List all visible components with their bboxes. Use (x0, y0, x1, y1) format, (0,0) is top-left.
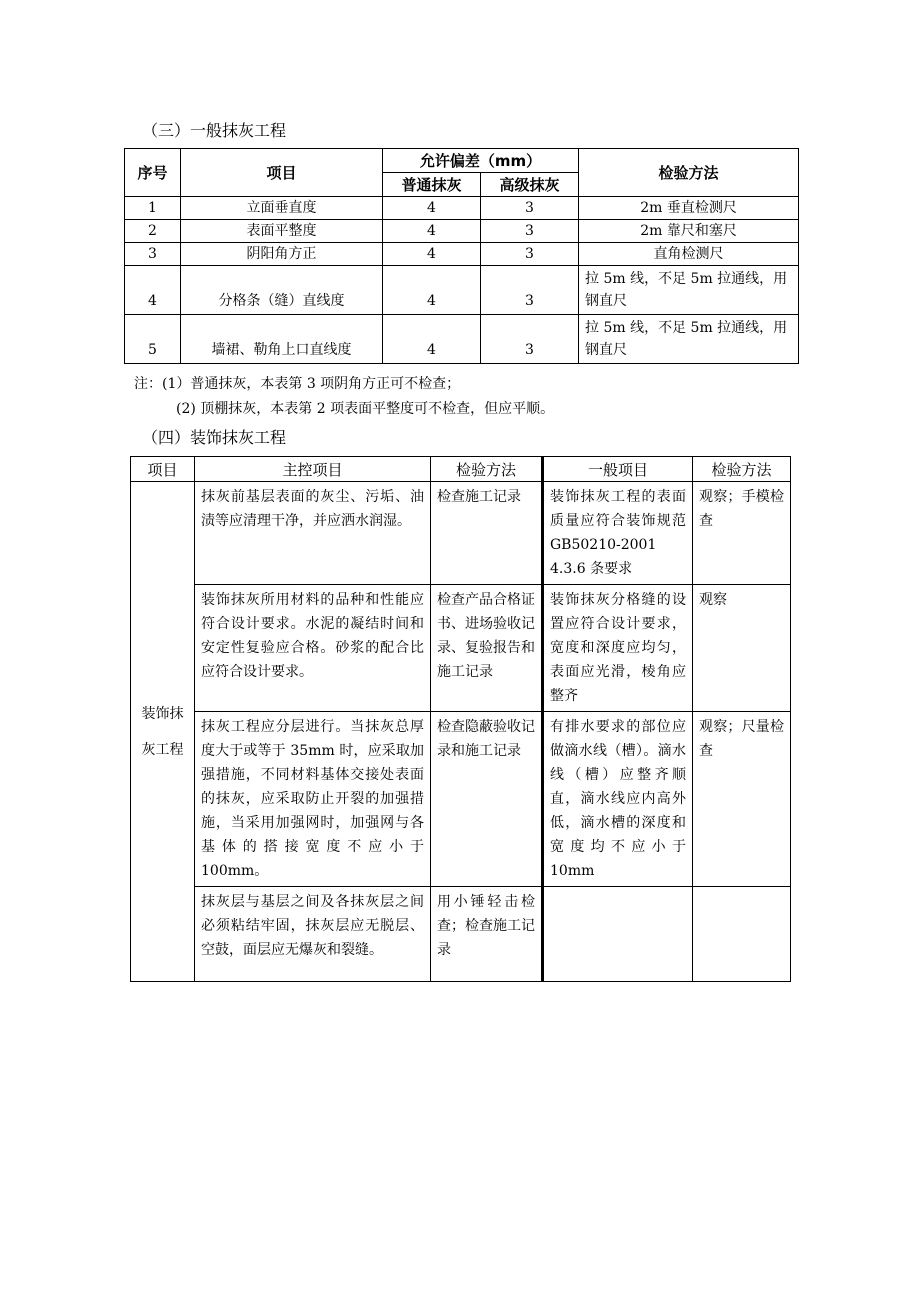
row-method: 拉 5m 线，不足 5m 拉通线，用钢直尺 (579, 266, 799, 315)
header-item: 项目 (131, 457, 195, 482)
row-item: 表面平整度 (181, 220, 383, 243)
header-normal: 普通抹灰 (383, 173, 481, 197)
table-row (131, 887, 791, 982)
row-general: 装饰抹灰分格缝的设置应符合设计要求，宽度和深度应均匀，表面应光滑，棱角应整齐 (543, 585, 693, 712)
row-normal: 4 (383, 315, 481, 364)
row-normal: 4 (383, 266, 481, 315)
row-main: 抹灰工程应分层进行。当抹灰总厚度大于或等于 35mm 时，应采取加强措施，不同材料基体交接处表面的抹灰，应采取防止开裂的加强措施，当采用加强网时，加强网与各基体的搭接宽度不应小于 100mm。 (195, 712, 431, 887)
header-tolerance: 允许偏差（mm） (383, 149, 579, 173)
table-row (125, 266, 799, 315)
row-advanced: 3 (481, 197, 579, 220)
row-no: 4 (125, 266, 181, 315)
header-general: 一般项目 (543, 457, 693, 482)
row-general (543, 887, 693, 982)
item-label-text: 装饰抹灰工程 (141, 705, 184, 758)
table-row (125, 315, 799, 364)
section4-title: （四）装饰抹灰工程 (142, 428, 287, 447)
row-main: 抹灰层与基层之间及各抹灰层之间必须粘结牢固，抹灰层应无脱层、空鼓，面层应无爆灰和裂缝。 (195, 887, 431, 982)
row-method: 2m 垂直检测尺 (579, 197, 799, 220)
row-method2: 观察；尺量检查 (693, 712, 791, 887)
row-no: 3 (125, 243, 181, 266)
row-method1: 检查产品合格证书、进场验收记录、复验报告和施工记录 (431, 585, 543, 712)
table-row (131, 585, 791, 712)
table-row (131, 482, 791, 585)
row-method2: 观察；手模检查 (693, 482, 791, 585)
row-advanced: 3 (481, 220, 579, 243)
row-general: 有排水要求的部位应做滴水线（槽）。滴水线（槽）应整齐顺直，滴水线应内高外低，滴水槽的深度和宽度均不应小于 10mm (543, 712, 693, 887)
row-normal: 4 (383, 220, 481, 243)
table-row (125, 220, 799, 243)
row-main: 装饰抹灰所用材料的品种和性能应符合设计要求。水泥的凝结时间和安定性复验应合格。砂浆的配合比应符合设计要求。 (195, 585, 431, 712)
header-method2: 检验方法 (693, 457, 791, 482)
row-method2: 观察 (693, 585, 791, 712)
row-advanced: 3 (481, 315, 579, 364)
item-label (131, 482, 195, 982)
header-no: 序号 (125, 149, 181, 197)
row-normal: 4 (383, 197, 481, 220)
row-general: 装饰抹灰工程的表面质量应符合装饰规范 GB50210-2001 4.3.6 条要求 (543, 482, 693, 585)
header-method: 检验方法 (579, 149, 799, 197)
table-row (131, 712, 791, 887)
row-no: 5 (125, 315, 181, 364)
row-normal: 4 (383, 243, 481, 266)
table-row (125, 243, 799, 266)
header-main: 主控项目 (195, 457, 431, 482)
row-method1: 用小锤轻击检查；检查施工记录 (431, 887, 543, 982)
row-item: 立面垂直度 (181, 197, 383, 220)
section3-title: （三）一般抹灰工程 (142, 121, 287, 140)
row-no: 2 (125, 220, 181, 243)
table-row (125, 197, 799, 220)
row-item: 阴阳角方正 (181, 243, 383, 266)
row-item: 分格条（缝）直线度 (181, 266, 383, 315)
row-method1: 检查隐蔽验收记录和施工记录 (431, 712, 543, 887)
row-method: 直角检测尺 (579, 243, 799, 266)
row-no: 1 (125, 197, 181, 220)
decorative-plaster-table (130, 456, 791, 982)
row-advanced: 3 (481, 266, 579, 315)
general-plaster-table (124, 148, 799, 364)
header-advanced: 高级抹灰 (481, 173, 579, 197)
row-method2 (693, 887, 791, 982)
row-method: 2m 靠尺和塞尺 (579, 220, 799, 243)
note-1: 注：(1）普通抹灰，本表第 3 项阴角方正可不检查； (134, 376, 461, 392)
note-2: (2) 顶棚抹灰，本表第 2 项表面平整度可不检查，但应平顺。 (176, 401, 555, 417)
row-method1: 检查施工记录 (431, 482, 543, 585)
header-item: 项目 (181, 149, 383, 197)
header-method1: 检验方法 (431, 457, 543, 482)
row-advanced: 3 (481, 243, 579, 266)
row-item: 墙裙、勒角上口直线度 (181, 315, 383, 364)
row-main: 抹灰前基层表面的灰尘、污垢、油渍等应清理干净，并应洒水润湿。 (195, 482, 431, 585)
row-method: 拉 5m 线，不足 5m 拉通线，用钢直尺 (579, 315, 799, 364)
